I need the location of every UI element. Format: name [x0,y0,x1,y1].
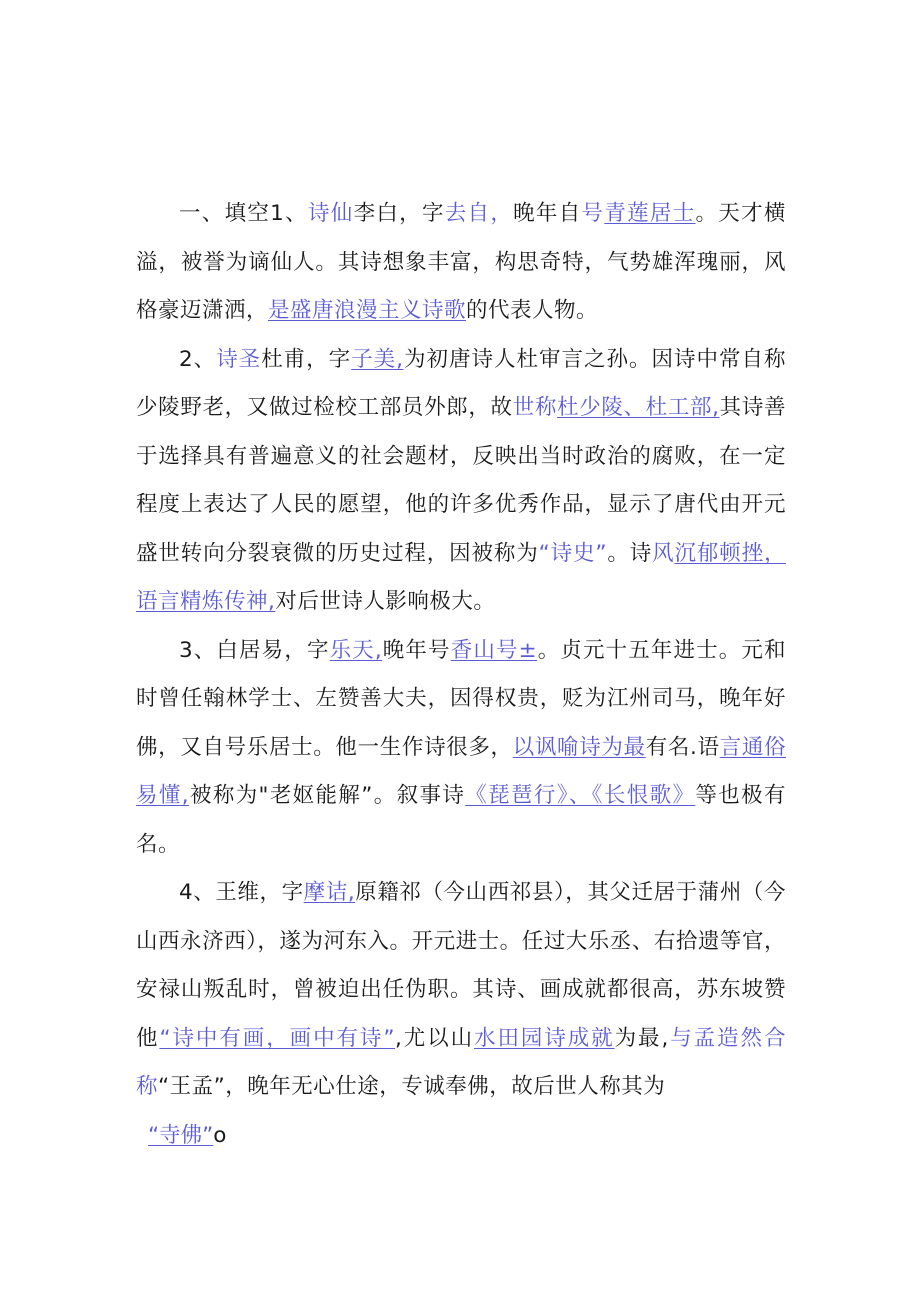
body-text: 原籍祁（今山西祁县），其父迁居于蒲州（今山西永济西），遂为河东入。开元进士。任过大乐丞、右拾遗等官，安禄山叛乱时，曾被迫出任伪职。其诗、画成就都很高，苏东坡赞他 [136,880,786,1051]
body-text: 为初唐诗人杜审言之孙。因诗中常自称少陵野老，又做过检校工部员外郎，故 [136,346,786,420]
answer-text: 香山号± [450,637,538,663]
answer-text: 以讽喻诗为最 [512,734,646,760]
answer-text: 沉郁顿挫，语言精炼传神, [136,540,786,614]
body-text: 为最, [614,1025,669,1051]
closing-answer: “寺佛” [148,1122,214,1148]
closing-line [136,1112,786,1161]
body-text: 一、填空1、 [179,201,308,226]
answer-text: 诗圣 [216,346,262,372]
answer-text: 去自， [444,201,514,226]
body-text: 晚年自 [513,201,582,226]
body-text: 对后世诗人影响极大。 [275,589,496,614]
answer-text: 诗仙 [307,201,354,226]
body-text: 其诗善于选择具有普遍意义的社会题材，反映出当时政治的腐败，在一定程度上表达了人民的愿望，他的许多优秀作品，显示了唐代由开元盛世转向分裂衰微的历史过程，因被称为 [136,395,786,566]
answer-text: 号 [581,201,605,226]
body-text: 杜甫，字 [261,346,352,372]
body-text: 。天才横溢，被誉为谪仙人。其诗想象丰富，构思奇特，气势雄浑瑰丽，风格豪迈潇洒， [136,201,786,323]
answer-text: 风 [652,540,675,566]
paragraph-2 [136,336,786,627]
answer-text: 是盛唐浪漫主义诗歌 [268,298,467,323]
answer-text: 《琵琶行》、《长恨歌》 [465,783,696,808]
body-text: 。贞元十五年进士。元和时曾任翰林学士、左赞善大夫，因得权贵，贬为江州司马，晚年好佛，又自号乐居士。他一生作诗很多， [136,637,786,760]
body-text: 。诗 [607,540,653,566]
answer-text: 子美, [351,346,404,372]
body-text: 有名.语 [645,734,720,760]
answer-text: “诗中有画，画中有诗” [159,1025,395,1051]
body-text: 4、王维，字 [179,880,304,905]
answer-text: 言通俗易懂, [136,734,786,808]
answer-text: 世称 [512,395,558,420]
answer-text: “诗史” [538,540,608,566]
answer-text: 青莲居士 [604,201,696,226]
body-text: 晚年号 [382,637,451,663]
answer-text: 水田园诗成就 [474,1025,615,1051]
body-text: 3、白居易，字 [179,637,330,663]
closing-tail: o [213,1122,227,1148]
paragraph-4 [136,869,786,1112]
body-text: “王孟”，晚年无心仕途，专诚奉佛，故后世人称其为 [158,1074,666,1099]
body-text: 2、 [179,346,217,372]
answer-text: 杜少陵、杜工部, [557,395,720,420]
body-text: 等也极有名。 [136,783,786,857]
answer-text: 乐天, [329,637,383,663]
answer-text: 与孟造然合称 [136,1025,786,1099]
body-text: ,尤以山 [395,1025,475,1051]
body-text: 的代表人物。 [466,298,599,323]
answer-text: 摩诘, [303,880,356,905]
body-text: 被称为"老妪能解”。叙事诗 [189,783,466,808]
body-text: 李白，字 [353,201,445,226]
paragraph-1 [136,190,786,336]
paragraph-3 [136,627,786,870]
document-page [136,190,786,1160]
